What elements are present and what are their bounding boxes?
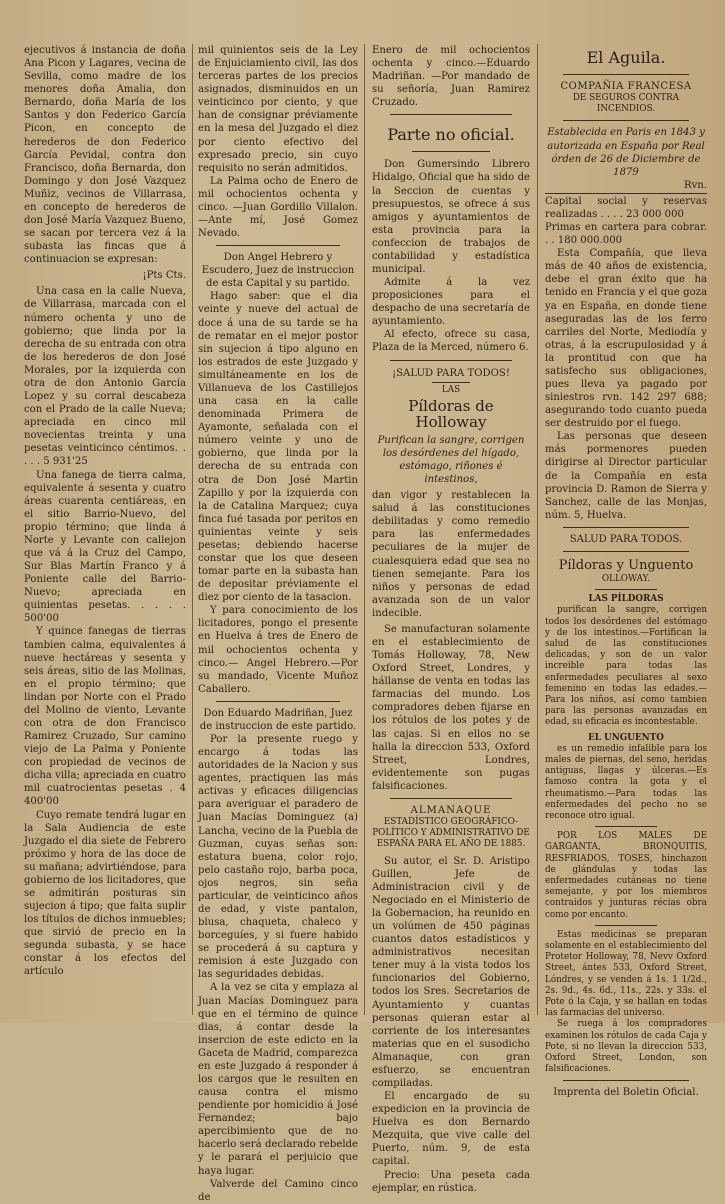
paragraph: Se ruega á los compradores examinen los rótulos de cada Caja y Pote, si no llevan la direccion 533, Oxford Street, London, son falsificaciones. — [545, 1019, 707, 1075]
paragraph: Por la presente ruego y encargo á todas las autoridades de la Nacion y sus agentes, practiquen las más activas y eficaces diligencias para averiguar el paradero de Juan Macías Dominguez (a) Lancha, vecino de la Puebla de Guzman, cuyas señas son: estatura buena, color rojo, pelo castaño rojo, barba poca, ojos negros, sin seña particular, de veinticinco años de edad, y viste pantalon, blusa, chaqueta, chaleco y borceguíes, y si fuere habido se procederá á su captura y remision á este Juzgado con las seguridades debidas. — [198, 733, 358, 981]
company-name: COMPAÑIA FRANCESA — [560, 81, 692, 92]
column-4 — [545, 44, 707, 1099]
column-rule — [364, 44, 365, 1015]
divider — [545, 193, 707, 194]
divider — [432, 382, 470, 383]
paragraph: Cuyo remate tendrá lugar en la Sala Audiencia de este Juzgado el dia siete de Febrero próximo y hora de las doce de su mañana; advirtiéndose, para gobierno de los licitadores, que se admitirán posturas sin sujecion á tipo; que falta suplir los títulos de dichos inmuebles; que sirvió de precio en la segunda subasta, y se hace constar á los efectos del artículo — [24, 809, 186, 978]
paragraph: La Palma ocho de Enero de mil ochocientos ochenta y cinco. —Juan Gordillo Villalon.—Ante mí, José Gomez Nevado. — [198, 175, 358, 240]
paragraph: ejecutivos á instancia de doña Ana Picon y Lagares, vecina de Sevilla, como madre de los menores doña Amalia, don Bernardo, doña María de los Santos y don Federico García Picon, en concepto de herederos de don Federico García Pevidal, contra don Francisco, doña Bernarda, don Domingo y don José Vazquez Muñiz, vecinos de Villarrasa, en concepto de herederos de don José María Vazquez Bueno, se sacan por tercera vez á la subasta las fincas que á continuacion se expresan: — [24, 45, 186, 266]
divider — [563, 74, 689, 75]
edict-heading: Don Eduardo Madriñan, Juez de instruccion de este partido. — [199, 707, 357, 732]
currency-label: Rvn. — [683, 179, 707, 191]
ointment-heading: EL UNGUENTO — [588, 732, 664, 743]
ad-title: Píldoras de Holloway — [408, 396, 494, 431]
footer-imprint: Imprenta del Boletin Oficial. — [553, 1087, 699, 1099]
paragraph: es un remedio infalible para los males de piernas, del seno, heridas antiguas, llagas y úlceras.—Es famoso contra la gota y el rheumatismo.—Para todas las enfermedades del pecho no se reconoce otro igual. — [545, 743, 707, 821]
premium-line: Primas en cartera para cobrar. . . 180 000.000 — [545, 222, 707, 247]
ad-slogan: ¡SALUD PARA TODOS! — [392, 367, 510, 379]
divider — [390, 360, 512, 361]
divider — [595, 826, 657, 827]
paragraph: Admite á la vez proposiciones para el despacho de una secretaría de ayuntamiento. — [372, 277, 530, 328]
column-2 — [198, 44, 358, 1203]
divider — [595, 925, 657, 926]
divider — [563, 1080, 689, 1081]
divider — [563, 527, 689, 528]
paragraph: Se manufacturan solamente en el establecimiento de Tomás Holloway, 78, New Oxford Street, Londres, y hállanse de venta en todas las farmacias del mundo. Los compradores deben fijarse en los rótulos de los potes y de las cajas. Si en ellos no se halla la direccion 533, Oxford Street, Londres, evidentemente son pugas falsificaciones. — [372, 623, 530, 792]
ad-title: Píldoras y Unguento — [558, 557, 694, 573]
edict-heading: Don Angel Hebrero y Escudero, Juez de instruccion de esta Capital y su partido. — [201, 252, 355, 290]
column-rule — [192, 44, 193, 1015]
divider — [216, 245, 340, 246]
divider — [563, 120, 689, 121]
divider — [216, 701, 340, 702]
paragraph: A la vez se cita y emplaza al Juan Macías Dominguez para que en el término de quince dias, á contar desde la insercion de este edicto en la Gaceta de Madrid, comparezca en este Juzgado á responder á los cargos que le resulten en causa contra el mismo pendiente por homicidio á José Fernandez; bajo apercibimiento que de no hacerlo será declarado rebelde y le parará el perjuicio que haya lugar. — [198, 982, 358, 1177]
paragraph: purifican la sangre, corrigen todos los desórdenes del estómago y de los intestinos.—Fortifican la salud de las constituciones delicadas, y son de un valor increible para todas las enfermedades peculiares al sexo femenino en todas las edades.—Para los niños, así como tambien para las personas avanzadas en edad, su eficacia es incontestable. — [545, 605, 707, 728]
company-founding: Establecida en Paris en 1843 y autorizada en España por Real órden de 26 de Diciembre de 1879 — [547, 127, 705, 178]
ad-title: El Aguila. — [586, 48, 666, 67]
paragraph: Las personas que deseen más pormenores pueden dirigirse al Director particular de la Compañía en esta provincia D. Ramon de Sierra y Sanchez, calle de las Monjas, núm. 5, Huelva. — [545, 431, 707, 521]
paragraph: Precio: Una peseta cada ejemplar, en rústica. — [372, 1169, 530, 1194]
paragraph: Su autor, el Sr. D. Aristipo Guillen, Jefe de Administracion civil y de Negociado en el Ministerio de la Gobernacion, ha reunido en un volúmen de 450 páginas cuantos datos estadísticos y administrativos necesitan tener muy á la vista todos los funcionarios del Gobierno, todos los Sres. Secretarios de Ayuntamiento y cuantas personas quieran estar al corriente de los interesantes materias que en el susodicho Almanaque, con gran esfuerzo, se encuentran compiladas. — [372, 855, 530, 1089]
paragraph: Estas medicinas se preparan solamente en el establecimiento del Protetor Holloway, 78, Nevv Oxford Street, ántes 533, Oxford Street, Lóndres, y se venden á 1s. 1 1/2d., 2s. 9d., 4s. 6d., 11s., 22s. y 33s. el Pote ó la Caja, y se hallan en todas las farmacias del universo. — [545, 929, 707, 1019]
pills-heading: LAS PÍLDORAS — [588, 594, 664, 605]
paragraph: Valverde del Camino cinco de — [198, 1178, 358, 1203]
paragraph: Don Gumersindo Librero Hidalgo, Oficial que ha sido de la Seccion de cuentas y presupuestos, se ofrece á sus amigos y ayuntamientos de esta provincia para la confeccion de trabajos de contabilidad y estadística municipal. — [372, 159, 530, 276]
column-1 — [24, 44, 186, 1015]
almanac-title: ALMANAQUE — [410, 804, 492, 816]
paragraph: El encargado de su expedicion en la provincia de Huelva es don Bernardo Mezquita, que vive calle del Puerto, núm. 9, de esta capital. — [372, 1091, 530, 1168]
paragraph: POR LOS MALES DE GARGANTA, BRONQUITIS, RESFRIADOS, TOSES, hinchazon de glándulas y todas las enfermedades cutáneas no tiene semejante, y por los miembros contraidos y junturas récias obra como por encanto. — [545, 831, 707, 920]
column-3 — [372, 44, 530, 1194]
paragraph: Enero de mil ochocientos ochenta y cinco.—Eduardo Madriñan. —Por mandado de su señoría, Juan Ramirez Cruzado. — [372, 45, 530, 109]
column-rule — [537, 44, 538, 1015]
paragraph: Y para conocimiento de los licitadores, pongo el presente en Huelva á tres de Enero de mil ochocientos ochenta y cinco.— Angel Hebrero.—Por su mandado, Vicente Muñoz Caballero. — [198, 605, 358, 695]
ad-slogan: SALUD PARA TODOS. — [569, 533, 683, 545]
divider — [595, 589, 657, 590]
section-title: Parte no oficial. — [387, 125, 515, 145]
ad-tagline: Purifican la sangre, corrigen los desórdenes del hígado, estómago, riñones é intestinos, — [377, 434, 525, 486]
paragraph: Al efecto, ofrece su casa, Plaza de la Merced, número 6. — [372, 329, 530, 354]
pesetas-header: ¡Pts Cts. — [142, 270, 186, 282]
divider — [412, 151, 490, 152]
paragraph: Una fanega de tierra calma, equivalente á sesenta y cuatro áreas cuarenta centiáreas, en el sitio Barrio-Nuevo, del propio término; que linda á Norte y Levante con callejon que vá á la Cruz del Campo, Sur Blas Martín Franco y á Poniente calle del Barrio-Nuevo; apreciada en quinientas pesetas. . . . . 500'00 — [24, 469, 186, 625]
ad-subheading: LAS — [441, 384, 461, 395]
divider — [390, 114, 512, 115]
paragraph: Hago saber: que el dia veinte y nueve del actual de doce á una de su tarde se ha de rematar en el mejor postor sin sujecion á tipo alguno en los estrados de este Juzgado y simultáneamente en los de Villanueva de los Castillejos una casa en la calle denominada Primera de Ayamonte, señalada con el número veinte y uno de gobierno, que linda por la derecha de su entrada con otra de Don José Martin Zapillo y por la izquierda con la de Catalina Marquez; cuya finca fué tasada por peritos en quinientas veinte y seis pesetas; debiendo hacerse constar que los que deseen tomar parte en la subasta han de depositar préviamente el diez por ciento de la tasacion. — [198, 291, 358, 604]
divider — [563, 551, 689, 552]
paragraph: dan vigor y restablecen la salud á las constituciones debilitadas y como remedio para las enfermedades peculiares de la mujer de cualesquiera edad que sea no tienen semejante. Para los niños y personas de edad avanzada son de un valor indecible. — [372, 490, 530, 619]
paragraph: Y quince fanegas de tierras tambien calma, equivalentes á nueve hectáreas y sesenta y seis áreas, sitio de las Molinas, en el propio término; que lindan por Norte con el Prado del Molino de viento, Levante con otra de don Francisco Ramirez Cruzado, Sur camino viejo de La Palma y Poniente con propiedad de vecinos de dicha villa; apreciada en cuatro mil cuatrocientas pesetas . 4 400'00 — [24, 626, 186, 808]
divider — [390, 798, 512, 799]
almanac-subtitle: ESTADÍSTICO GEOGRÁFICO-POLÍTICO Y ADMINISTRATIVO DE ESPAÑA PARA EL AÑO DE 1885. — [372, 817, 530, 850]
paragraph: mil quinientos seis de la Ley de Enjuiciamiento civil, las dos terceras partes de los precios asignados, disminuidos en un veinticinco por ciento, y que han de consignar préviamente en la mesa del Juzgado el diez por ciento efectivo del expresado precio, sin cuyo requisito no serán admitidos. — [198, 45, 358, 174]
paragraph: Una casa en la calle Nueva, de Villarrasa, marcada con el número ochenta y uno de gobierno; que linda por la derecha de su entrada con otra de los herederos de don José Morales, por la izquierda con otra de don Antonio García Lopez y su corral descabeza con el Prado de la calle Nueva; apreciada en cinco mil novecientas treinta y una pesetas veinticinco céntimos. . . . . 5 931'25 — [24, 286, 186, 468]
ad-subtitle: OLLOWAY. — [601, 573, 651, 584]
company-subtitle: DE SEGUROS CONTRA INCENDIOS. — [572, 93, 680, 115]
paragraph: Esta Compañía, que lleva más de 40 años de existencia, debe el gran éxito que ha tenido en Francia y el que goza ya en España, en donde tiene aseguradas las de los ferro carriles del Norte, Mediodía y otras, á la escrupulosidad y á la prontitud con que ha satisfecho sus obligaciones, pues lleva ya pagado por siniestros rvn. 142 297 688; asegurando todo cuanto pueda ser destruido por el fuego. — [545, 248, 707, 430]
capital-line: Capital social y reservas realizadas . . . . 23 000 000 — [545, 195, 707, 220]
